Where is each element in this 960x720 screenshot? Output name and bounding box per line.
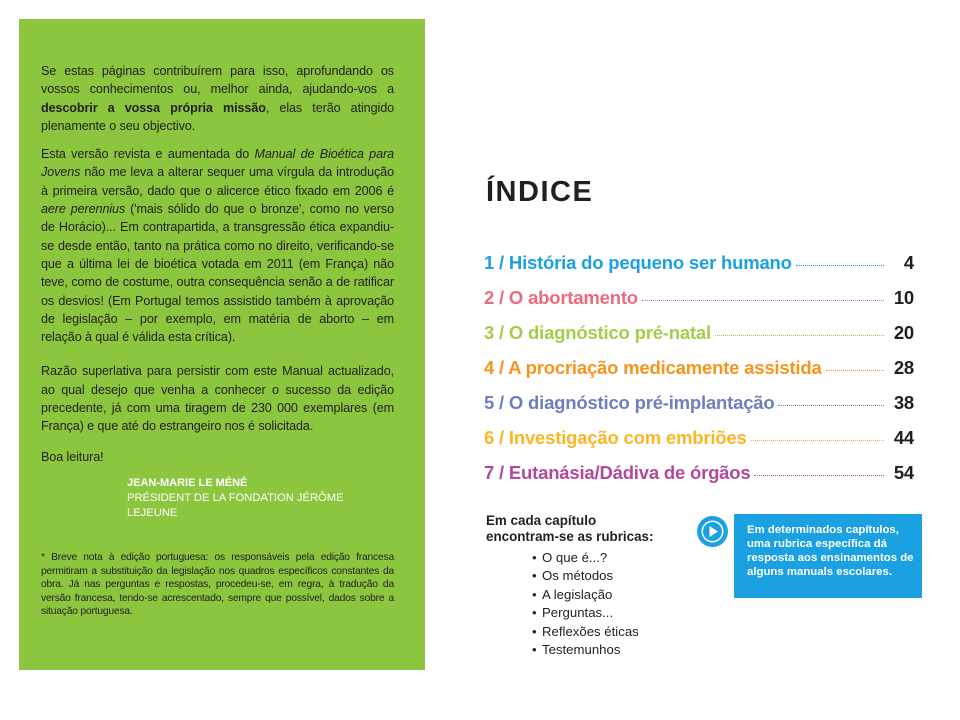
paragraph-4: Boa leitura! (41, 449, 104, 464)
rubrica-label: Os métodos (542, 568, 614, 584)
toc-entry-7[interactable] (484, 462, 914, 497)
list-item (532, 641, 686, 659)
bullet-icon: • (532, 642, 537, 658)
toc-entry-4[interactable] (484, 357, 914, 392)
toc-leader-dots (642, 300, 884, 301)
toc-entry-label: 4 / A procriação medicamente assistida (484, 357, 822, 378)
rubricas-section (486, 513, 686, 659)
toc-entry-label: 2 / O abortamento (484, 287, 638, 308)
rubrica-label: Perguntas... (542, 605, 614, 621)
toc-entry-label: 1 / História do pequeno ser humano (484, 252, 792, 273)
paragraph-2 (41, 145, 394, 346)
p2-text-e: ('mais sólido do que o bronze', como no verso de Horácio)... Em contrapartida, a transgressão ética expandiu-se desde então, tanto na prática como no direito, verificando-se que a última lei de bioética votada em 2011 (em França) não teve, como de costume, outra consequência senão a de ratificar os desvios! (Em Portugal temos assistido também à aprovação de legislação – por exemplo, em matéria de aborto – em relação à qual é válida esta crítica). (41, 202, 394, 345)
toc-entry-label: 7 / Eutanásia/Dádiva de órgãos (484, 462, 751, 483)
list-item (532, 567, 686, 585)
rubrica-label: O que é...? (542, 550, 608, 565)
toc-entry-6[interactable] (484, 427, 914, 462)
signature (127, 476, 394, 521)
toc-page-number: 54 (893, 462, 914, 483)
bullet-icon: • (532, 605, 537, 621)
rubrica-label: Testemunhos (542, 642, 621, 658)
rubrica-label: A legislação (542, 586, 613, 602)
toc-leader-dots (826, 370, 884, 371)
bullet-icon: • (532, 586, 537, 602)
toc-entry-label: 6 / Investigação com embriões (484, 427, 747, 448)
list-item (532, 549, 686, 567)
p2-italic-latin: aere perennius (41, 202, 126, 217)
bullet-icon: • (532, 550, 537, 565)
toc-leader-dots (754, 475, 884, 476)
toc-entry-2[interactable] (484, 287, 914, 322)
p2-italic-title: Manual de Bioética para Jovens (41, 147, 394, 180)
footnote: * Breve nota à edição portuguesa: os responsáveis pela edição francesa permitiram a substituição da legislação nos quadros específicos constantes da obra. Já nas perguntas e respostas, procedeu-se, em regra, à tradução da versão francesa, tendo-se acrescentado, sempre que possível, dados sobre a situação portuguesa. (41, 551, 394, 618)
paragraph-1 (41, 62, 394, 135)
list-item (532, 586, 686, 604)
toc-page-number: 4 (903, 252, 914, 273)
rubricas-heading-line-1: Em cada capítulo (486, 513, 597, 528)
toc-entry-label: 5 / O diagnóstico pré-implantação (484, 392, 775, 413)
p1-text-c: , elas terão atingido plenamente o seu objectivo. (41, 100, 394, 133)
rubricas-heading-line-2: encontram-se as rubricas: (486, 529, 654, 544)
toc-page-number: 20 (893, 322, 914, 343)
toc-leader-dots (715, 335, 884, 336)
table-of-contents (484, 252, 914, 497)
toc-leader-dots (778, 405, 884, 406)
rubricas-list (486, 549, 686, 659)
toc-page-number: 28 (893, 357, 914, 378)
indice-title: ÍNDICE (486, 176, 594, 208)
p2-text-a: Esta versão revista e aumentada do (41, 147, 255, 162)
signature-title: PRÉSIDENT DE LA FONDATION JÉRÔME LEJEUNE (127, 491, 344, 519)
toc-page-number: 44 (893, 427, 914, 448)
p2-text-c: não me leva a alterar sequer uma vírgula da introdução à primeira versão, dado que o alicerce ético fixado em 2006 é (41, 165, 394, 198)
toc-entry-3[interactable] (484, 322, 914, 357)
toc-leader-dots (796, 265, 884, 266)
toc-leader-dots (751, 440, 884, 441)
toc-page-number: 10 (893, 287, 914, 308)
play-icon (697, 516, 728, 547)
paragraph-3: Razão superlativa para persistir com este Manual actualizado, ao qual desejo que venha a conhecer o sucesso da edição precedente, já com uma tiragem de 230 000 exemplares (em França) e que até do estrangeiro nos é solicitada. (41, 364, 394, 434)
intro-panel (19, 19, 425, 670)
toc-page-number: 38 (893, 392, 914, 413)
bullet-icon: • (532, 568, 537, 584)
toc-entry-label: 3 / O diagnóstico pré-natal (484, 322, 711, 343)
rubricas-heading (486, 513, 686, 545)
signature-name: JEAN-MARIE LE MÉNÉ (127, 476, 248, 489)
p1-bold: descobrir a vossa própria missão (41, 100, 266, 115)
toc-entry-5[interactable] (484, 392, 914, 427)
list-item (532, 623, 686, 641)
list-item (532, 604, 686, 622)
info-box: Em determinados capítulos, uma rubrica específica dá resposta aos ensinamentos de alguns manuals escolares. (734, 514, 922, 598)
toc-entry-1[interactable] (484, 252, 914, 287)
p1-text-a: Se estas páginas contribuírem para isso, aprofundando os vossos conhecimentos ou, melhor ainda, ajudando-vos a (41, 64, 394, 97)
bullet-icon: • (532, 623, 537, 639)
rubrica-label: Reflexões éticas (542, 623, 639, 639)
